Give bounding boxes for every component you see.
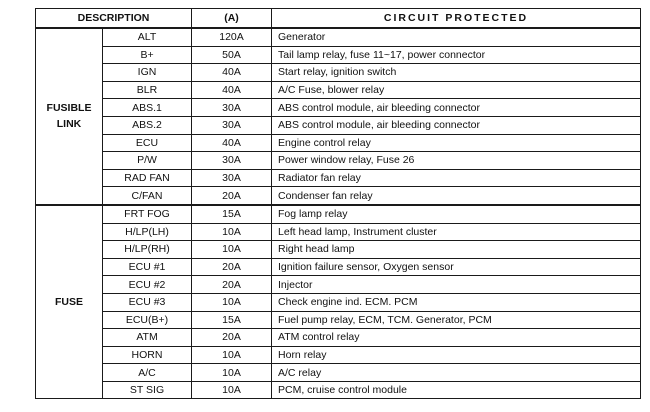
header-description: DESCRIPTION [36,9,192,29]
item-name: ST SIG [103,381,192,399]
item-name: BLR [103,81,192,99]
item-name: H/LP(LH) [103,223,192,241]
item-amperage: 15A [192,205,272,223]
item-name: A/C [103,364,192,382]
item-name: ECU [103,134,192,152]
item-name: ECU #2 [103,276,192,294]
table-row [36,28,641,46]
group-label-line1: FUSE [54,296,83,309]
item-circuit: Left head lamp, Instrument cluster [272,223,641,241]
item-amperage: 10A [192,364,272,382]
item-name: ABS.2 [103,116,192,134]
table-row [36,329,641,347]
table-row [36,311,641,329]
header-row [36,9,641,29]
item-circuit: A/C relay [272,364,641,382]
item-amperage: 30A [192,169,272,187]
item-circuit: Start relay, ignition switch [272,64,641,82]
item-name: HORN [103,346,192,364]
item-circuit: Injector [272,276,641,294]
item-amperage: 10A [192,293,272,311]
table-row [36,258,641,276]
item-circuit: Tail lamp relay, fuse 11~17, power connector [272,46,641,64]
item-circuit: Generator [272,28,641,46]
item-circuit: Ignition failure sensor, Oxygen sensor [272,258,641,276]
item-circuit: Check engine ind. ECM. PCM [272,293,641,311]
table-row [36,293,641,311]
item-circuit: A/C Fuse, blower relay [272,81,641,99]
table-row [36,223,641,241]
header-circuit: CIRCUIT PROTECTED [272,9,641,29]
item-amperage: 10A [192,241,272,259]
item-circuit: Fuel pump relay, ECM, TCM. Generator, PCM [272,311,641,329]
item-circuit: Engine control relay [272,134,641,152]
group-label-line1: FUSIBLE [46,102,92,115]
item-amperage: 40A [192,134,272,152]
item-name: ALT [103,28,192,46]
table-row [36,187,641,205]
table-row [36,364,641,382]
table-row [36,64,641,82]
table-row [36,346,641,364]
table-row [36,134,641,152]
group-label [36,205,103,399]
item-amperage: 10A [192,223,272,241]
item-amperage: 20A [192,258,272,276]
item-circuit: Fog lamp relay [272,205,641,223]
item-circuit: ABS control module, air bleeding connector [272,99,641,117]
item-amperage: 40A [192,81,272,99]
item-name: ATM [103,329,192,347]
item-name: IGN [103,64,192,82]
item-circuit: Horn relay [272,346,641,364]
item-amperage: 30A [192,99,272,117]
item-amperage: 20A [192,276,272,294]
item-circuit: Power window relay, Fuse 26 [272,152,641,170]
item-amperage: 30A [192,152,272,170]
table-body [36,28,641,399]
item-name: B+ [103,46,192,64]
item-name: H/LP(RH) [103,241,192,259]
table-row [36,99,641,117]
table-row [36,169,641,187]
group-label [36,28,103,205]
item-name: C/FAN [103,187,192,205]
table-row [36,241,641,259]
item-circuit: Condenser fan relay [272,187,641,205]
table-row [36,205,641,223]
item-circuit: Radiator fan relay [272,169,641,187]
item-name: ECU #1 [103,258,192,276]
table-row [36,276,641,294]
table-row [36,81,641,99]
item-name: ECU(B+) [103,311,192,329]
table-row [36,152,641,170]
item-amperage: 15A [192,311,272,329]
item-circuit: PCM, cruise control module [272,381,641,399]
group-label-line2: LINK [56,118,82,131]
item-amperage: 10A [192,381,272,399]
item-name: ECU #3 [103,293,192,311]
item-amperage: 40A [192,64,272,82]
item-amperage: 20A [192,329,272,347]
item-circuit: ABS control module, air bleeding connector [272,116,641,134]
item-name: ABS.1 [103,99,192,117]
table-row [36,46,641,64]
fuse-table [35,8,641,399]
item-amperage: 120A [192,28,272,46]
item-amperage: 20A [192,187,272,205]
item-name: FRT FOG [103,205,192,223]
item-amperage: 10A [192,346,272,364]
item-circuit: ATM control relay [272,329,641,347]
item-circuit: Right head lamp [272,241,641,259]
item-name: RAD FAN [103,169,192,187]
header-amperage: (A) [192,9,272,29]
table-row [36,381,641,399]
item-amperage: 50A [192,46,272,64]
item-name: P/W [103,152,192,170]
item-amperage: 30A [192,116,272,134]
table-row [36,116,641,134]
